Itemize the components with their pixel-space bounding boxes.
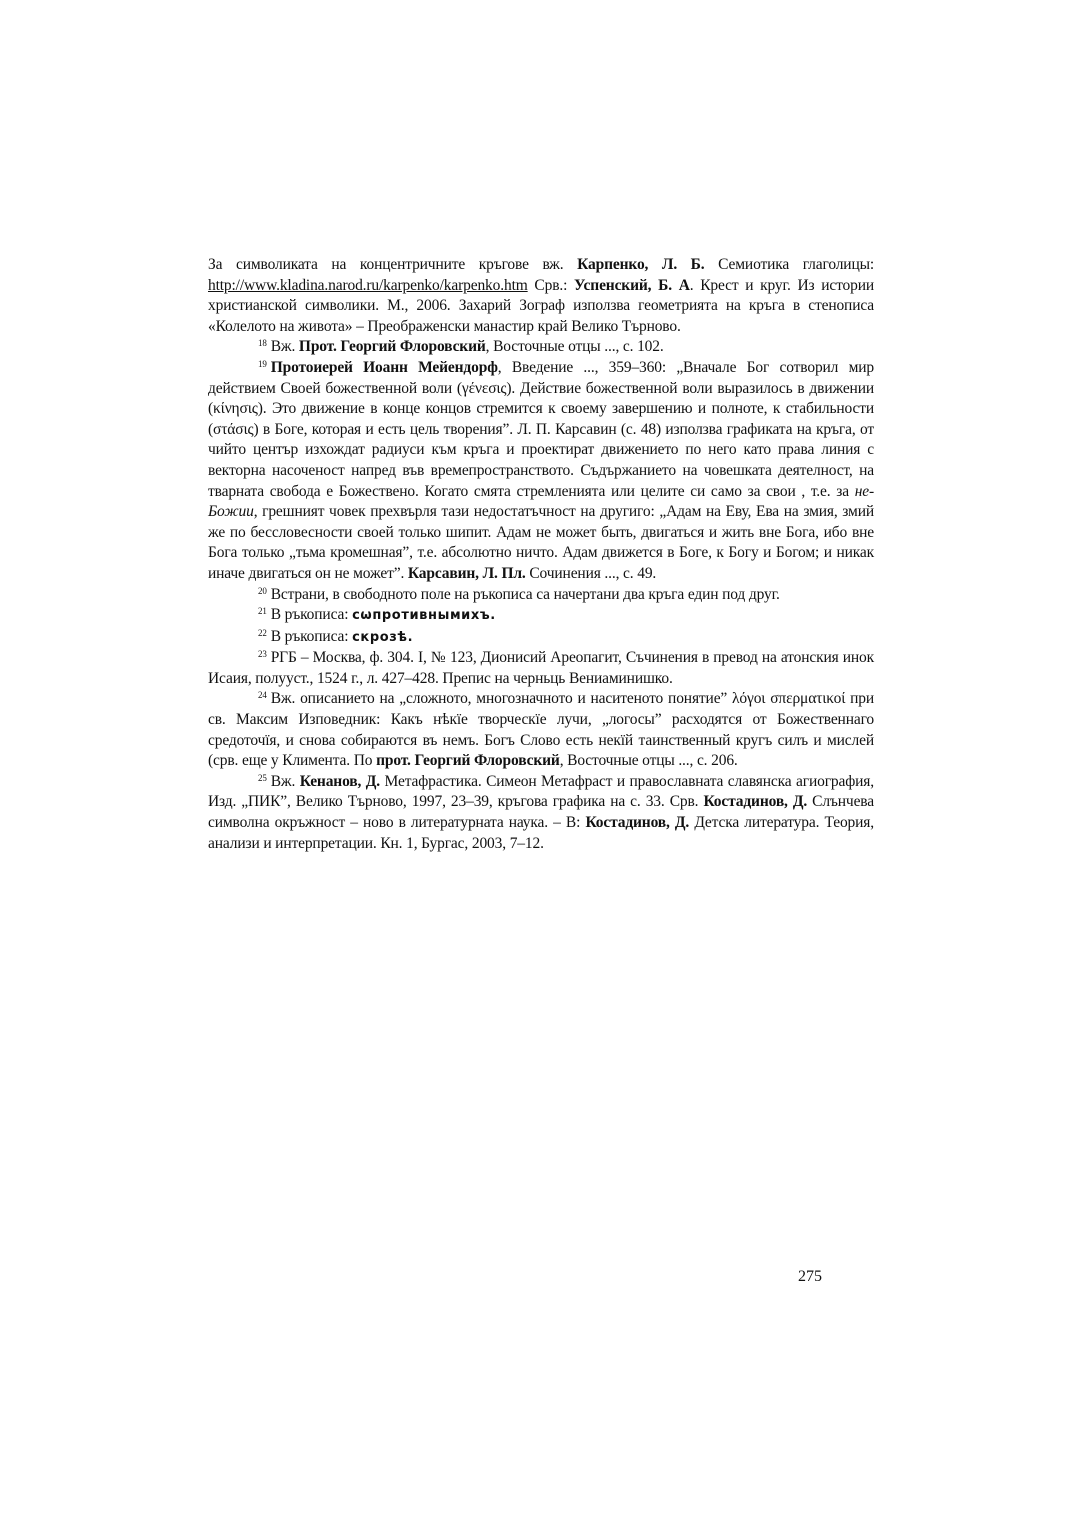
- author-name: Костадинов, Д.: [585, 814, 690, 832]
- author-name: Успенский, Б. А: [574, 276, 690, 294]
- footnote-number: 18: [258, 338, 267, 349]
- footnote-25: $^{25}$ Вж. Кенанов, Д. Метафрастика. Симеон Метафраст и православната славянска агиография, Изд. „ПИК”, Велико Търново, 1997, 23–39, кръгова графика на с. 33. Срв. Костадинов, Д. Слънчева символна окръжност – ново в литературната наука. – В: Костадинов, Д. Детска литература. Теория, анализи и интерпретации. Кн. 1, Бургас, 2003, 7–12.: [208, 772, 875, 852]
- author-name: Прот. Георгий Флоровский: [298, 338, 486, 356]
- footnote-number: 20: [258, 585, 267, 596]
- reference-link[interactable]: http://www.kladina.narod.ru/karpenko/karpenko.htm: [208, 276, 528, 294]
- page-number: 275: [798, 1268, 822, 1285]
- footnote-number: 24: [258, 690, 267, 701]
- footnote-number: 22: [258, 627, 267, 638]
- footnote-22: $^{22}$ В ръкописа: скрозѣ.: [258, 627, 414, 645]
- footnote-20: $^{20}$ Встрани, в свободното поле на ръкописа са начертани два кръга един под друг.: [258, 585, 780, 603]
- footnote-21: $^{21}$ В ръкописа: сѡпротивнымихъ.: [258, 606, 496, 624]
- author-name: Карпенко, Л. Б.: [577, 256, 705, 273]
- footnote-19: $^{19}$ Протоиерей Иоанн Мейендорф, Введение ..., 359–360: „Вначале Бог сотворил мир действием Своей божественной воли (γένεσις). Действие божественной воли выразилось в движении (κίνησις). Это движение в конце концов стремится к своему завершению и полноте, к стабильности (στάσις) в Боге, которая и есть цель творения”. Л. П. Карсавин (с. 48) използва графиката на кръга, от чийто център изхождат радиуси към кръга и проектират движението по него като права линия с векторна насоченост напред във времепространството. Съдържанието на човешката деятелност, на тварната свобода е Божествено. Когато смята стремленията или целите си само за свои , т.е. за не-Божии, грешният човек прехвърля тази недостатъчност на другиго: „Адам на Еву, Ева на змия, змий же по бессловесности своей только шипит. Адам не может быть, двигаться и жить вне Бога, ибо вне Бога только „тьма кромешная”, т.е. абсолютно ничто. Адам движется в Боге, к Богу и Богом; и никак иначе двигаться он не может”. Карсавин, Л. Пл. Сочинения ..., с. 49.: [208, 358, 874, 582]
- footnotes-block: [208, 255, 874, 854]
- footnote-number: 23: [258, 649, 267, 660]
- author-name: прот. Георгий Флоровский: [376, 752, 560, 770]
- church-slavonic-word: скрозѣ.: [352, 629, 414, 645]
- footnote-number: 21: [258, 606, 267, 617]
- footnote-number: 25: [258, 772, 267, 783]
- footnote-23: $^{23}$ РГБ – Москва, ф. 304. I, № 123, Дионисий Ареопагит, Съчинения в превод на атонския инок Исаия, полууст., 1524 г., л. 427–428. Препис на черньць Вениаминишко.: [208, 649, 874, 687]
- author-name: Костадинов, Д.: [703, 793, 808, 811]
- footnote-18: $^{18}$ Вж. Прот. Георгий Флоровский, Восточные отцы ..., с. 102.: [258, 338, 664, 356]
- author-name: Протоиерей Иоанн Мейендорф: [270, 358, 498, 376]
- author-name: Карсавин, Л. Пл.: [407, 564, 526, 582]
- italic-term: не-Божии: [208, 482, 874, 521]
- footnote-24: $^{24}$ Вж. описанието на „сложното, многозначното и наситеното понятие” λόγοι σπερματικοί при св. Максим Изповедник: Какъ нѣкїе творческїе лучи, „логосы” расходятся от Божественнаго средоточїя, и снова собираются въ немъ. Богъ Слово есть некїй таинственный кругъ силъ и мислей (срв. еще у Климента. По прот. Георгий Флоровский, Восточные отцы ..., с. 206.: [208, 690, 874, 770]
- footnote-17-continuation: За символиката на концентричните кръгове вж. Карпенко, Л. Б. Семиотика глаголицы: http://www.kladina.narod.ru/karpenko/karpenko.htm Срв.: Успенский, Б. А. Крест и круг. Из истории христианской символики. М., 2006. Захарий Зограф използва геометрията на кръга в стенописа «Колелото на живота» – Преображенски манастир край Велико Търново.: [208, 256, 875, 335]
- author-name: Кенанов, Д.: [299, 772, 381, 790]
- footnote-number: 19: [258, 358, 267, 369]
- church-slavonic-word: сѡпротивнымихъ.: [352, 608, 496, 624]
